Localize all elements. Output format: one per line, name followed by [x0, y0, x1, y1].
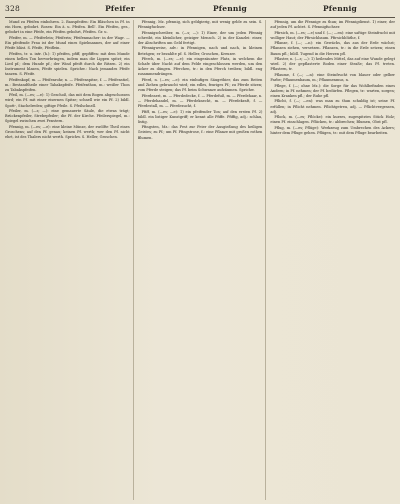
dictionary-entry: Pfennig, Mz. pfennig, sich geldgierig, mit wenig gelde zu sein. S. Pfennigfuchser. — [137, 20, 263, 30]
dictionary-entry: Pfeiler, m. (—s; —): eine gemauerte Säule, die etwas trägt; Brückenpfeiler, Strebepfeiler; die Pf. der Kirche. Pfeilerspiegel, m.: Spiegel zwischen zwei Fenstern. — [5, 109, 130, 124]
column-1 — [5, 20, 134, 500]
headword-middle: Pfennig — [212, 4, 248, 13]
dictionary-entry: Pfeifenkopf, m. — Pfeifenrohr, n. — Pfeifenspitze, f. — Pfeifenstiel, m.: Bestandtheile einer Tabakspfeife. Pfeifenthon, m.: weißer Thon zu Tabakspfeifen. — [5, 77, 130, 92]
dictionary-entry: Pflanze, f. (—; —n): ein Gewächs, das aus der Erde wächst; Pflanzen ziehen, versetzen. Pflanzen, tr.: in die Erde setzen; einen Baum pfl.; bildl. Tugend in die Herzen pfl. — [270, 41, 395, 56]
dictionary-entry: Pfingsten, Mz.: das Fest zur Feier der Ausgießung des heiligen Geistes; zu Pf.; um Pf. Pfingstrose, f.: eine Pflanze mit großen rothen Blumen. — [137, 125, 263, 140]
column-2 — [138, 20, 267, 500]
page-header — [5, 4, 395, 17]
page-number: 328 — [5, 4, 20, 13]
headword-right: Pfennig — [322, 4, 358, 13]
dictionary-entry: Pferdearzt, m. — Pferdedecke, f. — Pferdefuß, m. — Pferdehaar, n. — Pferdehandel, m. — Pferdeknecht, m. — Pferdekraft, f. — Pferdestall, m. — Pferdezucht, f. — [137, 93, 263, 108]
dictionary-entry: Pfeifen, tr. u. intr. (h.): 1) pfeifen, pfiff, gepfiffen: mit dem Munde einen hellen Ton hervorbringen, indem man die Lippen spitzt; ein Lied pf.; dem Hunde pf.; der Wind pfeift durch die Ritzen. 2) ein Instrument blasen, Pfeife spielen. Sprichw.: Nach jemandes Pfeife tanzen. S. Pfeife. — [5, 51, 130, 76]
dictionary-entry: Pflicht, f. (—; —en): was man zu thun schuldig ist; seine Pf. erfüllen; in Pflicht nehmen. Pflichtgetreu, adj. — Pflichtvergessen, adj. — [270, 99, 395, 114]
dictionary-entry: Pfennig, um die Pfennige zu thun; im Pfennigdienst. 1) einer, der auf jeden Pf. achtet. S. Pfennigfuchser. — [270, 20, 395, 30]
dictionary-entry: Pfeifer, m. — Pfeiferlein; Pfeiferin; Pfeifenmacher: in der Wagr. — Ein pfeifende Frau ist der Mund eines Spielmannes, der auf einer Pfeife bläst. S. Pfeife, Pfeiflein. — [5, 35, 130, 50]
dictionary-entry: Mund zu Pfeifen einbohren. 2. Bauspfeifen: Ein Bläschen in Pf. in ein Horn, gebohrt. Rosen: Ein ä. u. Pfeifen. Bell'. Ein Pfeifen, ges., gebohrt in eine Pfeife, ein Pfeifen gebohrt, Pfeifen. Gr. u. — [5, 20, 130, 35]
column-3 — [270, 20, 395, 500]
dictionary-entry: Pfennigschreiber, m. (—s; —): 1) Einer, der um jeden Pfennig schreibt, ein kleinlicher, geiziger Mensch. 2) in der Kanzlei: einer, der Abschriften um Geld fertigt. — [137, 30, 263, 45]
dictionary-entry: Pfennigweise, adv.: in Pfennigen, nach und nach, in kleinen Beträgen; er bezahlte pf. S. Heller, Groschen, Kreuzer. — [137, 46, 263, 56]
text-columns — [5, 20, 395, 500]
dictionary-entry: Pflaume, f. (—; —n): eine Steinfrucht von blauer oder gelber Farbe; Pflaumenbaum, m.; Pflaumenmus, n. — [270, 72, 395, 83]
dictionary-entry: Pfennig, m. (—es; —e): eine kleine Münze, der zwölfte Theil eines Groschens; auf den Pf. genau; keinen Pf. werth; wer den Pf. nicht ehrt, ist des Thalers nicht werth. Sprichw. S. Heller, Groschen. — [5, 124, 130, 140]
dictionary-entry: Pfirsich, m. (—es; —e) und f. (—; —en): eine saftige Steinfrucht mit wolliger Haut; der Pfirsichbaum. Pfirsichblüthe, f. — [270, 30, 395, 40]
dictionary-entry: Pfiff, m. (—es; —e): 1) ein pfeifender Ton; auf den ersten Pf. 2) bildl. ein listiger Kunstgriff; er kennt alle Pfiffe. Pfiffig, adj.: schlau, listig. — [137, 109, 263, 124]
header-rule — [5, 17, 395, 18]
dictionary-entry: Pflock, m. (—es; Pflöcke): ein kurzes, zugespitztes Stück Holz; einen Pf. einschlagen. Pflücken, tr.: abbrechen; Blumen, Obst pfl. — [270, 115, 395, 125]
dictionary-entry: Pfeil, m. (—es; —e): 1) Geschoß, das mit dem Bogen abgeschossen wird; ein Pf. mit einer eisernen Spitze; schnell wie ein Pf. 2) bildl. Spott-, Stachelreden; giftige Pfeile. S. Pfeilschnell. — [5, 93, 130, 108]
dictionary-entry: Pflege, f. (—; ohne Mz.): die Sorge für das Wohlbefinden eines Andern; in Pf. nehmen; der Pf. bedürfen. Pflegen, tr.: warten, sorgen; einen Kranken pfl.; der Ruhe pfl. — [270, 83, 395, 98]
dictionary-entry: Pferch, m. (—es; —e): ein eingezäunter Platz, in welchem die Schafe über Nacht auf dem Felde eingeschlossen werden, um den Acker zu düngen. Pferchen, tr.: in den Pferch treiben; bildl. eng zusammendrängen. — [137, 57, 263, 77]
dictionary-entry: Pflug, m. (—es; Pflüge): Werkzeug zum Umbrechen des Ackers; hinter dem Pfluge gehen. Pflügen, tr.: mit dem Pfluge bearbeiten. — [270, 125, 395, 135]
headword-left: Pfeifer — [105, 4, 135, 13]
dictionary-entry: Pflaster, n. (—s; —): 1) heilendes Mittel, das auf eine Wunde gelegt wird. 2) der gepflasterte Boden einer Straße; das Pf. treten. Pflastern, tr. — [270, 57, 395, 72]
dictionary-entry: Pferd, n. (—es; —e): ein einhufiges Säugethier, das zum Reiten und Ziehen gebraucht wird; ein edles, feuriges Pf.; zu Pferde sitzen; vom Pferde steigen; das Pf. beim Schwanze aufzäumen. Sprichw. — [137, 78, 263, 93]
